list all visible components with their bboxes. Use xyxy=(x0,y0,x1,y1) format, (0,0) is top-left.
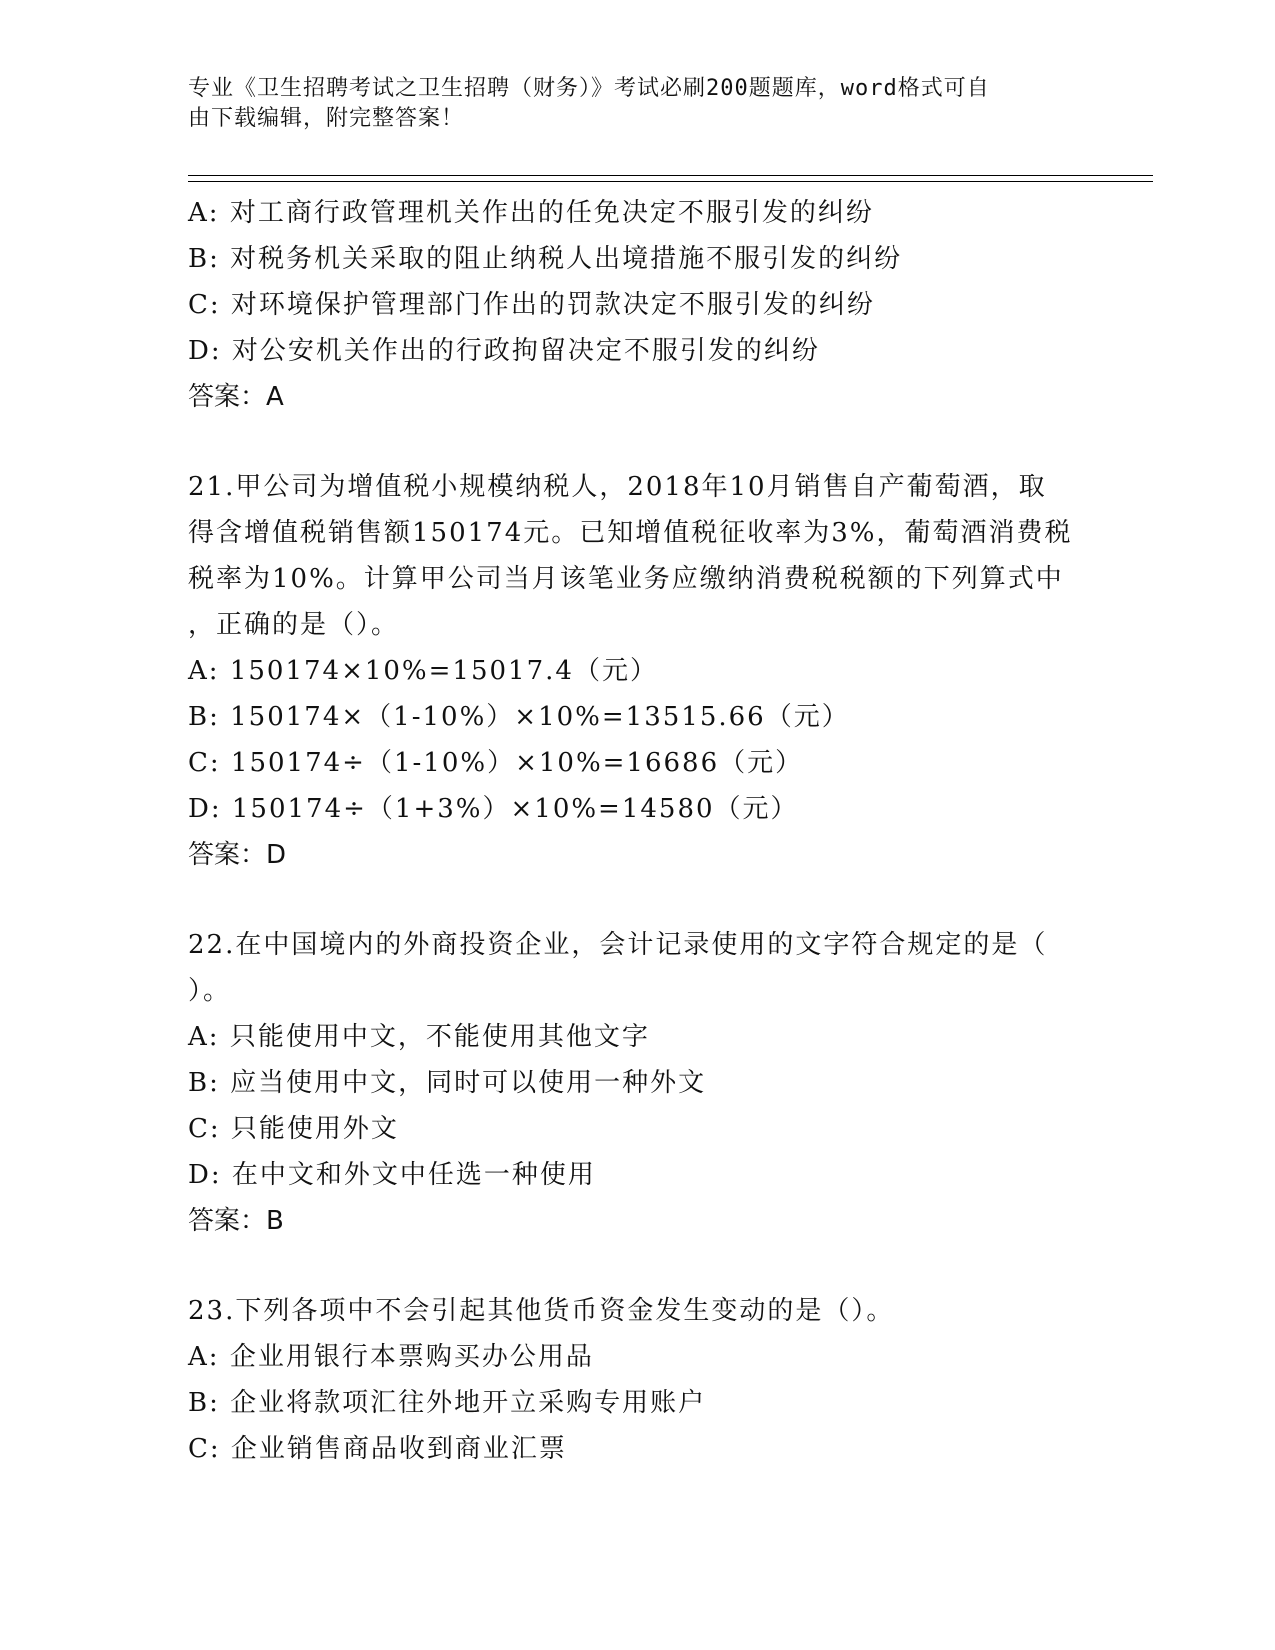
option-text: 对税务机关采取的阻止纳税人出境措施不服引发的纠纷 xyxy=(230,244,903,274)
option-text: 企业用银行本票购买办公用品 xyxy=(229,1342,594,1372)
option-text: 150174×（1-10%）×10%=13515.66（元） xyxy=(230,702,850,732)
question-list xyxy=(188,190,1088,1472)
option-a xyxy=(188,190,1088,236)
question-20 xyxy=(188,190,1088,420)
answer-line: 答案：A xyxy=(188,382,284,412)
option-text: 150174÷（1-10%）×10%=16686（元） xyxy=(230,748,804,778)
question-22 xyxy=(188,922,1088,1244)
option-text: 只能使用外文 xyxy=(230,1114,399,1144)
header-line-1: 专业《卫生招聘考试之卫生招聘（财务）》考试必刷200题题库，word格式可自 xyxy=(188,76,990,101)
option-label: A: xyxy=(188,656,220,686)
option-b xyxy=(188,236,1088,282)
option-label: B: xyxy=(188,702,220,732)
question-21 xyxy=(188,464,1088,878)
spacer xyxy=(188,420,1088,464)
spacer xyxy=(188,1244,1088,1288)
question-stem-line: 22.在中国境内的外商投资企业，会计记录使用的文字符合规定的是（ xyxy=(188,930,1048,960)
option-c xyxy=(188,1426,1088,1472)
option-label: C: xyxy=(188,1114,221,1144)
answer-line: 答案：B xyxy=(188,1206,284,1236)
option-d xyxy=(188,786,1088,832)
option-label: B: xyxy=(188,1388,220,1418)
option-text: 150174÷（1+3%）×10%=14580（元） xyxy=(231,794,799,824)
answer-line: 答案：D xyxy=(188,840,287,870)
option-text: 150174×10%=15017.4（元） xyxy=(229,656,658,686)
option-text: 对环境保护管理部门作出的罚款决定不服引发的纠纷 xyxy=(230,290,875,320)
option-text: 对公安机关作出的行政拘留决定不服引发的纠纷 xyxy=(231,336,820,366)
option-a xyxy=(188,1334,1088,1380)
option-c xyxy=(188,740,1088,786)
document-header xyxy=(188,74,1068,134)
option-label: D: xyxy=(188,794,222,824)
option-label: D: xyxy=(188,336,222,366)
option-label: A: xyxy=(188,1022,220,1052)
question-23 xyxy=(188,1288,1088,1472)
spacer xyxy=(188,878,1088,922)
header-divider-bottom xyxy=(188,181,1153,182)
option-label: C: xyxy=(188,1434,221,1464)
option-text: 只能使用中文，不能使用其他文字 xyxy=(229,1022,650,1052)
question-stem-line: 21.甲公司为增值税小规模纳税人，2018年10月销售自产葡萄酒，取 xyxy=(188,472,1047,502)
option-text: 企业销售商品收到商业汇票 xyxy=(230,1434,567,1464)
question-stem-line: ，正确的是（）。 xyxy=(188,610,400,640)
option-d xyxy=(188,328,1088,374)
option-d xyxy=(188,1152,1088,1198)
header-divider-top xyxy=(188,175,1153,176)
option-label: C: xyxy=(188,290,221,320)
option-label: B: xyxy=(188,1068,220,1098)
option-c xyxy=(188,1106,1088,1152)
option-c xyxy=(188,282,1088,328)
option-a xyxy=(188,1014,1088,1060)
option-label: C: xyxy=(188,748,221,778)
header-line-2: 由下载编辑，附完整答案！ xyxy=(188,106,465,131)
option-b xyxy=(188,1060,1088,1106)
option-a xyxy=(188,648,1088,694)
option-label: B: xyxy=(188,244,220,274)
option-text: 应当使用中文，同时可以使用一种外文 xyxy=(230,1068,707,1098)
question-stem-line: ）。 xyxy=(188,976,232,1006)
option-label: A: xyxy=(188,1342,220,1372)
option-label: A: xyxy=(188,198,220,228)
question-stem-line: 得含增值税销售额150174元。已知增值税征收率为3%，葡萄酒消费税 xyxy=(188,518,1073,548)
option-text: 企业将款项汇往外地开立采购专用账户 xyxy=(230,1388,707,1418)
option-b xyxy=(188,1380,1088,1426)
question-stem-line: 23.下列各项中不会引起其他货币资金发生变动的是（）。 xyxy=(188,1296,895,1326)
option-label: D: xyxy=(188,1160,222,1190)
option-text: 在中文和外文中任选一种使用 xyxy=(231,1160,596,1190)
option-text: 对工商行政管理机关作出的任免决定不服引发的纠纷 xyxy=(229,198,874,228)
option-b xyxy=(188,694,1088,740)
question-stem-line: 税率为10%。计算甲公司当月该笔业务应缴纳消费税税额的下列算式中 xyxy=(188,564,1064,594)
